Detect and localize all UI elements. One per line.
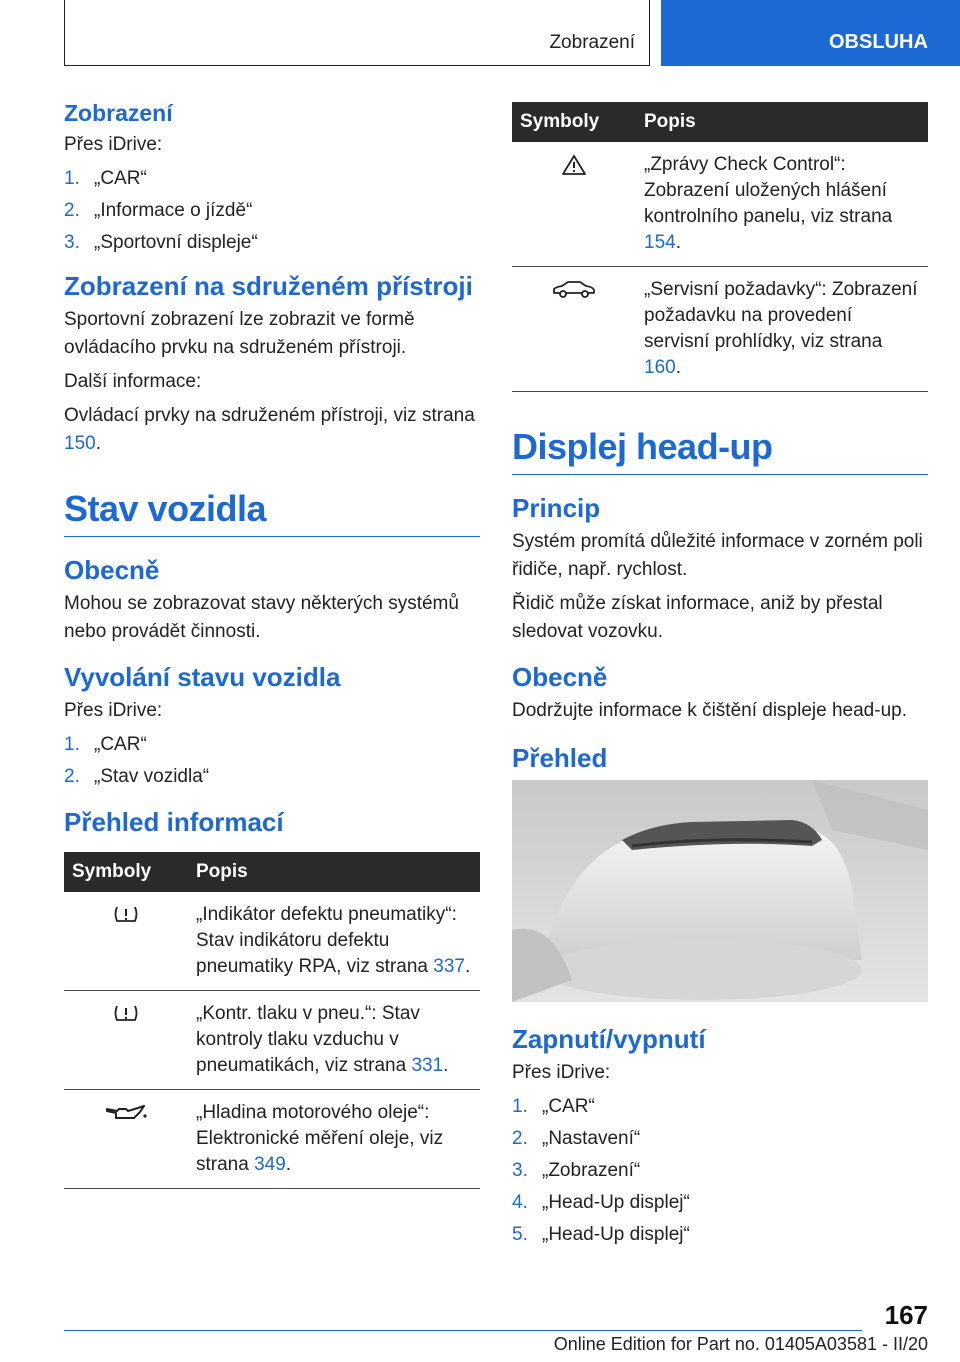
heading-obecne-hud: Obecně bbox=[512, 662, 608, 692]
footer-divider bbox=[64, 1330, 862, 1331]
princip-text-2: Řidič může získat informace, aniž by přestal sledovat vozovku. bbox=[512, 593, 883, 642]
table-row: „Kontr. tlaku v pneu.“: Stav kontroly tlaku vzduchu v pneumatikách, viz strana 331. bbox=[64, 991, 480, 1090]
table-row: „Zprávy Check Control“: Zobrazení uložených hlášení kontrolního panelu, viz strana 154. bbox=[512, 142, 928, 267]
table-header-symbols: Symboly bbox=[64, 852, 188, 892]
intro-idrive: Přes iDrive: bbox=[64, 134, 163, 155]
symbols-table-left bbox=[64, 852, 480, 1189]
list-item: 3. „Zobrazení“ bbox=[512, 1160, 641, 1181]
table-row: „Hladina motorového oleje“: Elektronické měření oleje, viz strana 349. bbox=[64, 1090, 480, 1189]
cluster-text: Sportovní zobrazení lze zobrazit ve formě ovládacího prvku na sdruženém přístroji. bbox=[64, 309, 415, 358]
head-up-display-photo bbox=[512, 780, 928, 1002]
heading-princip: Princip bbox=[512, 493, 601, 523]
page-number: 167 bbox=[884, 1300, 928, 1330]
car-service-icon bbox=[552, 279, 596, 299]
page-link-150[interactable]: 150 bbox=[64, 433, 96, 454]
table-header-description: Popis bbox=[188, 852, 480, 892]
heading-zobrazeni: Zobrazení bbox=[64, 100, 173, 126]
symbols-table-right bbox=[512, 102, 928, 392]
heading-vyvolani: Vyvolání stavu vozidla bbox=[64, 662, 341, 692]
heading-prehled: Přehled bbox=[512, 743, 608, 773]
header-section-title: Zobrazení bbox=[549, 32, 635, 53]
heading-stav-vozidla: Stav vozidla bbox=[64, 488, 480, 537]
heading-cluster: Zobrazení na sdruženém přístroji bbox=[64, 271, 473, 301]
list-item: 4. „Head-Up displej“ bbox=[512, 1192, 690, 1213]
header-chapter-title: OBSLUHA bbox=[829, 31, 928, 53]
cluster-reference: Ovládací prvky na sdruženém přístroji, viz strana 150. bbox=[64, 405, 475, 454]
obecne-text: Mohou se zobrazovat stavy některých systémů nebo provádět činnosti. bbox=[64, 593, 459, 642]
table-header-description: Popis bbox=[636, 102, 928, 142]
steps-vyvolani bbox=[64, 731, 480, 791]
tire-pressure-warning-icon bbox=[112, 904, 140, 924]
list-item: 2. „Stav vozidla“ bbox=[64, 766, 210, 787]
list-item: 1. „CAR“ bbox=[64, 734, 147, 755]
table-row: „Indikátor defektu pneumatiky“: Stav indikátoru defektu pneumatiky RPA, viz strana 337. bbox=[64, 892, 480, 991]
heading-prehled-informaci: Přehled informací bbox=[64, 807, 284, 837]
steps-zapnuti bbox=[512, 1093, 928, 1249]
zapnuti-intro: Přes iDrive: bbox=[512, 1062, 611, 1083]
table-header-symbols: Symboly bbox=[512, 102, 636, 142]
warning-triangle-icon bbox=[561, 154, 587, 176]
list-item: 2. „Informace o jízdě“ bbox=[64, 200, 253, 221]
list-item: 5. „Head-Up displej“ bbox=[512, 1224, 690, 1245]
steps-zobrazeni bbox=[64, 165, 480, 257]
princip-text-1: Systém promítá důležité informace v zorném poli řidiče, např. rychlost. bbox=[512, 531, 923, 580]
list-item: 1. „CAR“ bbox=[512, 1096, 595, 1117]
list-item: 2. „Nastavení“ bbox=[512, 1128, 641, 1149]
table-row: „Servisní požadavky“: Zobrazení požadavku na provedení servisní prohlídky, viz strana 160. bbox=[512, 267, 928, 392]
obecne-hud-text: Dodržujte informace k čištění displeje head-up. bbox=[512, 700, 907, 721]
tire-pressure-warning-icon bbox=[112, 1003, 140, 1023]
page-link-349[interactable]: 349 bbox=[254, 1154, 286, 1175]
cluster-more-info: Další informace: bbox=[64, 371, 202, 392]
page-link-337[interactable]: 337 bbox=[433, 956, 465, 977]
right-column bbox=[512, 102, 928, 1259]
header-section-box bbox=[64, 0, 650, 66]
vyvolani-intro: Přes iDrive: bbox=[64, 700, 163, 721]
heading-zapnuti: Zapnutí/vypnutí bbox=[512, 1024, 706, 1054]
list-item: 1. „CAR“ bbox=[64, 168, 147, 189]
page-link-331[interactable]: 331 bbox=[411, 1055, 444, 1076]
list-item: 3. „Sportovní displeje“ bbox=[64, 232, 258, 253]
left-column bbox=[64, 100, 480, 1199]
heading-head-up: Displej head-up bbox=[512, 426, 928, 475]
header-chapter-tab bbox=[661, 0, 960, 66]
oil-can-icon bbox=[104, 1102, 148, 1124]
footer-edition: Online Edition for Part no. 01405A03581 - II/20 bbox=[553, 1334, 928, 1354]
page-link-154[interactable]: 154 bbox=[644, 232, 676, 253]
page-link-160[interactable]: 160 bbox=[644, 357, 676, 378]
heading-obecne: Obecně bbox=[64, 555, 160, 585]
